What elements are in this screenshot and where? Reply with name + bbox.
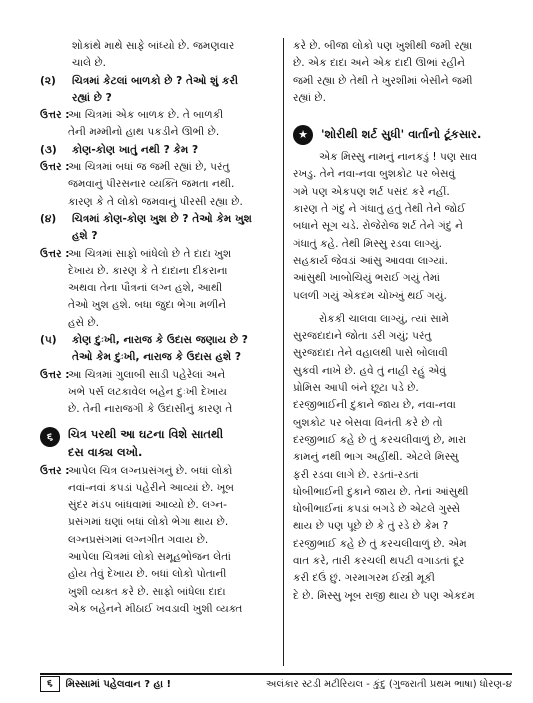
text-line: સુરજદાદા તેને વહાલથી પાસે બોલાવી <box>293 347 448 360</box>
answer-text: ખુશી વ્યક્ત કરે છે. સાફો બાંધેલા દાદા <box>68 585 226 598</box>
section-6-heading <box>40 425 277 461</box>
intro-paragraph <box>293 38 511 107</box>
text-line: સુકવી નાખે છે. હવે તું નાહી રહું એવું <box>293 364 447 377</box>
answer-4 <box>40 246 277 332</box>
question-number: (૨) <box>40 74 56 87</box>
question-text: કોણ દુઃખી, નારાજ કે ઉદાસ જણાય છે ? <box>72 334 248 347</box>
text-line: દે છે. મિસ્સુ ખૂબ રાજી થાય છે પણ એકદમ <box>293 589 475 602</box>
story-summary-heading <box>293 123 511 145</box>
summary-paragraph-1 <box>293 149 511 305</box>
answer-text: પ્રસંગમાં ઘણાં બધાં લોકો ભેગા થાય છે. <box>68 516 229 529</box>
answer-text: તેઓ ખુશ હશે. બધા જુદા ભેગા મળીને <box>68 299 227 312</box>
page-number: ૬ <box>40 676 60 692</box>
footer-tagline: મિસ્સામાં પહેલવાન ? હા ! <box>65 678 172 690</box>
column-divider <box>283 38 284 666</box>
answer-text: દેખાય છે. કારણ કે તે દાદાના દીકરાના <box>68 264 228 277</box>
answer-text: આ ચિત્રમાં ગુલાબી સાડી પહેરેલાં અને <box>68 368 226 381</box>
text-line: જમી રહ્યા છે તેથી તે ખુરશીમાં બેસીને જમી <box>293 74 473 87</box>
text-line: ગંધાતું કહે. તેથી મિસ્સુ રડવા લાગ્યું. <box>293 237 443 250</box>
text-line: સહકાર્ય જેવડાં આંસુ આવવા લાગ્યાં. <box>293 254 449 267</box>
answer-label: ઉત્તર : <box>40 247 70 260</box>
text-line: રખડુ. તેને નવા-નવા બુશકોટ પર બેસવું <box>293 168 456 181</box>
text-line: રહ્યાં છે. <box>293 91 326 104</box>
answer-6 <box>40 463 277 619</box>
question-text: તેઓ કેમ દુઃખી, નારાજ કે ઉદાસ હશે ? <box>72 351 242 364</box>
text-line: ગમે પણ એકપણ શર્ટ પસંદ કરે નહીં. <box>293 185 450 198</box>
text-line: ફરી રડવા લાગે છે. રડતાં-રડતાં <box>293 468 419 481</box>
text-line: પલળી ગયું એકદમ ચોખ્ખું થઈ ગયું. <box>293 289 447 302</box>
answer-3 <box>40 159 277 211</box>
star-icon: ★ <box>293 125 313 145</box>
answer-text: આ ચિત્રમાં સાફો બાંધેલો છે તે દાદા ખુશ <box>68 247 232 260</box>
answer-label: ઉત્તર : <box>40 464 70 477</box>
answer-text: આપેલ ચિત્ર લગ્નપ્રસંગનું છે. બધાં લોકો <box>68 464 233 477</box>
question-number: (૪) <box>40 212 57 225</box>
text-line: બુશકોટ પર બેસવા વિનંતી કરે છે તો <box>293 416 443 429</box>
question-4 <box>40 211 277 246</box>
answer-text: સુંદર મંડપ બાંધવામાં આવ્યો છે. લગ્ન- <box>68 499 227 512</box>
answer-text: કારણ કે તે લોકો જમવાનું પીરસી રહ્યા છે. <box>68 195 243 208</box>
question-text: ચિત્રમાં કેટલાં બાળકો છે ? તેઓ શું કરી <box>72 74 239 87</box>
question-text: રહ્યાં છે ? <box>72 91 112 104</box>
text-line: એક મિસ્સુ નામનું નાનકડું ! પણ સાવ <box>319 151 478 164</box>
answer-text: આપેલા ચિત્રમાં લોકો સમૂહભોજન લેતાં <box>68 551 231 564</box>
answer-text: એક બહેનને મીઠાઈ ખવડાવી ખુશી વ્યક્ત <box>68 602 243 615</box>
text-line: આંસુથી ખાબોચિયું ભરાઈ ગયું તેમાં <box>293 272 440 285</box>
answer-text: આ ચિત્રમાં બધાં જ જમી રહ્યાં છે, પરંતુ <box>68 161 230 174</box>
answer-text: હસે છે. <box>68 316 100 329</box>
text-line: શોકાંથે માથે સાફે બાંધ્યો છે. જમણવાર <box>72 40 235 52</box>
answer-text: જમવાનું પીરસનાર વ્યક્તિ જમતા નથી. <box>68 178 235 191</box>
text-line: દરજીભાઈ કહે છે તું કરચલીવાળું છે. એમ <box>293 537 467 550</box>
right-column <box>293 38 511 605</box>
answer-2 <box>40 107 277 142</box>
text-line: છે. એક દાદા અને એક દાદી ઊભાં રહીને <box>293 57 465 70</box>
text-line: બધાને સૂગ ચડે. રોજેરોજ શર્ટ તેને ગંદું ને <box>293 220 463 233</box>
text-line: ચાલે છે. <box>72 57 107 70</box>
text-line: કરે છે. બીજા લોકો પણ ખુશીથી જમી રહ્યા <box>293 40 473 52</box>
intro-paragraph <box>40 38 277 73</box>
answer-text: ખભે પર્સ લટકાવેલ બહેન દુઃખી દેખાય <box>68 385 227 398</box>
question-5 <box>40 332 277 367</box>
section-title: ચિત્ર પરથી આ ઘટના વિશે સાતથી <box>68 426 224 441</box>
text-line: દરજીભાઈ કહે છે તું કરચલીવાળું છે, મારા <box>293 433 467 446</box>
section-title: દસ વાક્ય લખો. <box>68 444 143 459</box>
text-line: પ્રોમિસ આપી બંને છૂટા પડે છે. <box>293 382 419 395</box>
section-number-badge: ૬ <box>40 427 60 447</box>
text-line: કામનું નથી ભાગ અહીંથી. એટલે મિસ્સુ <box>293 451 459 464</box>
question-text: હશે ? <box>72 230 98 243</box>
question-number: (૩) <box>40 143 57 156</box>
answer-text: આ ચિત્રમાં એક બાળક છે. તે બાળકી <box>68 109 224 122</box>
answer-text: લગ્નપ્રસંગમાં લગ્નગીત ગવાય છે. <box>68 533 209 546</box>
section-title: 'શોરીથી શર્ટ સુધી' વાર્તાનો ટૂંકસાર. <box>321 127 482 142</box>
text-line: દરજીભાઈની દુકાને જાય છે, નવા-નવા <box>293 399 456 412</box>
question-3 <box>40 142 277 159</box>
text-line: વાત કરે, તારી કરચલી થપટી વગાડતાં દૂર <box>293 555 465 568</box>
answer-label: ઉત્તર : <box>40 368 70 381</box>
text-line: રોકકી ચાલવા લાગ્યું, ત્યાં સામે <box>319 312 449 325</box>
question-2 <box>40 73 277 108</box>
summary-paragraph-2 <box>293 311 511 605</box>
text-line: કરી દઉં છું. ગરમાગરમ ઈસ્ત્રી મૂકી <box>293 572 435 585</box>
left-column <box>40 38 277 618</box>
text-line: સુરજદાદાને જોતા ડરી ગયું; પરંતુ <box>293 330 432 343</box>
text-line: ધોબીભાઈની દુકાને જાય છે. તેનાં આંસુથી <box>293 485 469 498</box>
text-line: થાય છે પણ પૂછે છે કે તું રડે છે કેમ ? <box>293 520 449 533</box>
question-text: ચિત્રમાં કોણ-કોણ ખુશ છે ? તેઓ કેમ ખુશ <box>72 212 252 225</box>
question-number: (૫) <box>40 334 57 347</box>
answer-text: નવાં-નવાં કપડાં પહેરીને આવ્યાં છે. ખૂબ <box>68 481 234 494</box>
answer-text: અથવા તેના પૌત્રનાં લગ્ન હશે, આથી <box>68 282 223 295</box>
text-line: ધોબીભાઈનાં કપડાં બગડે છે એટલે ગુસ્સે <box>293 503 461 516</box>
answer-text: તેની મમ્મીનો હાથ પકડીને ઊભી છે. <box>68 126 220 139</box>
answer-5 <box>40 367 277 419</box>
answer-label: ઉત્તર : <box>40 109 70 122</box>
answer-text: છે. તેની નારાજગી કે ઉદાસીનું કારણ તે <box>68 403 233 416</box>
text-line: કારણ તે ગંદું ને ગંધાતું હતું તેથી તેને જોઈ <box>293 203 466 216</box>
answer-label: ઉત્તર : <box>40 161 70 174</box>
page-footer <box>40 673 512 693</box>
answer-text: હોય તેવું દેખાય છે. બધાં લોકો પોતાની <box>68 568 227 581</box>
book-title: અલંકાર સ્ટડી મટીરિયલ - કુંદુ (ગુજરાતી પ્રથમ ભાષા) ધોરણ-૪ <box>265 678 512 690</box>
question-text: કોણ-કોણ ખાતું નથી ? કેમ ? <box>72 143 199 156</box>
